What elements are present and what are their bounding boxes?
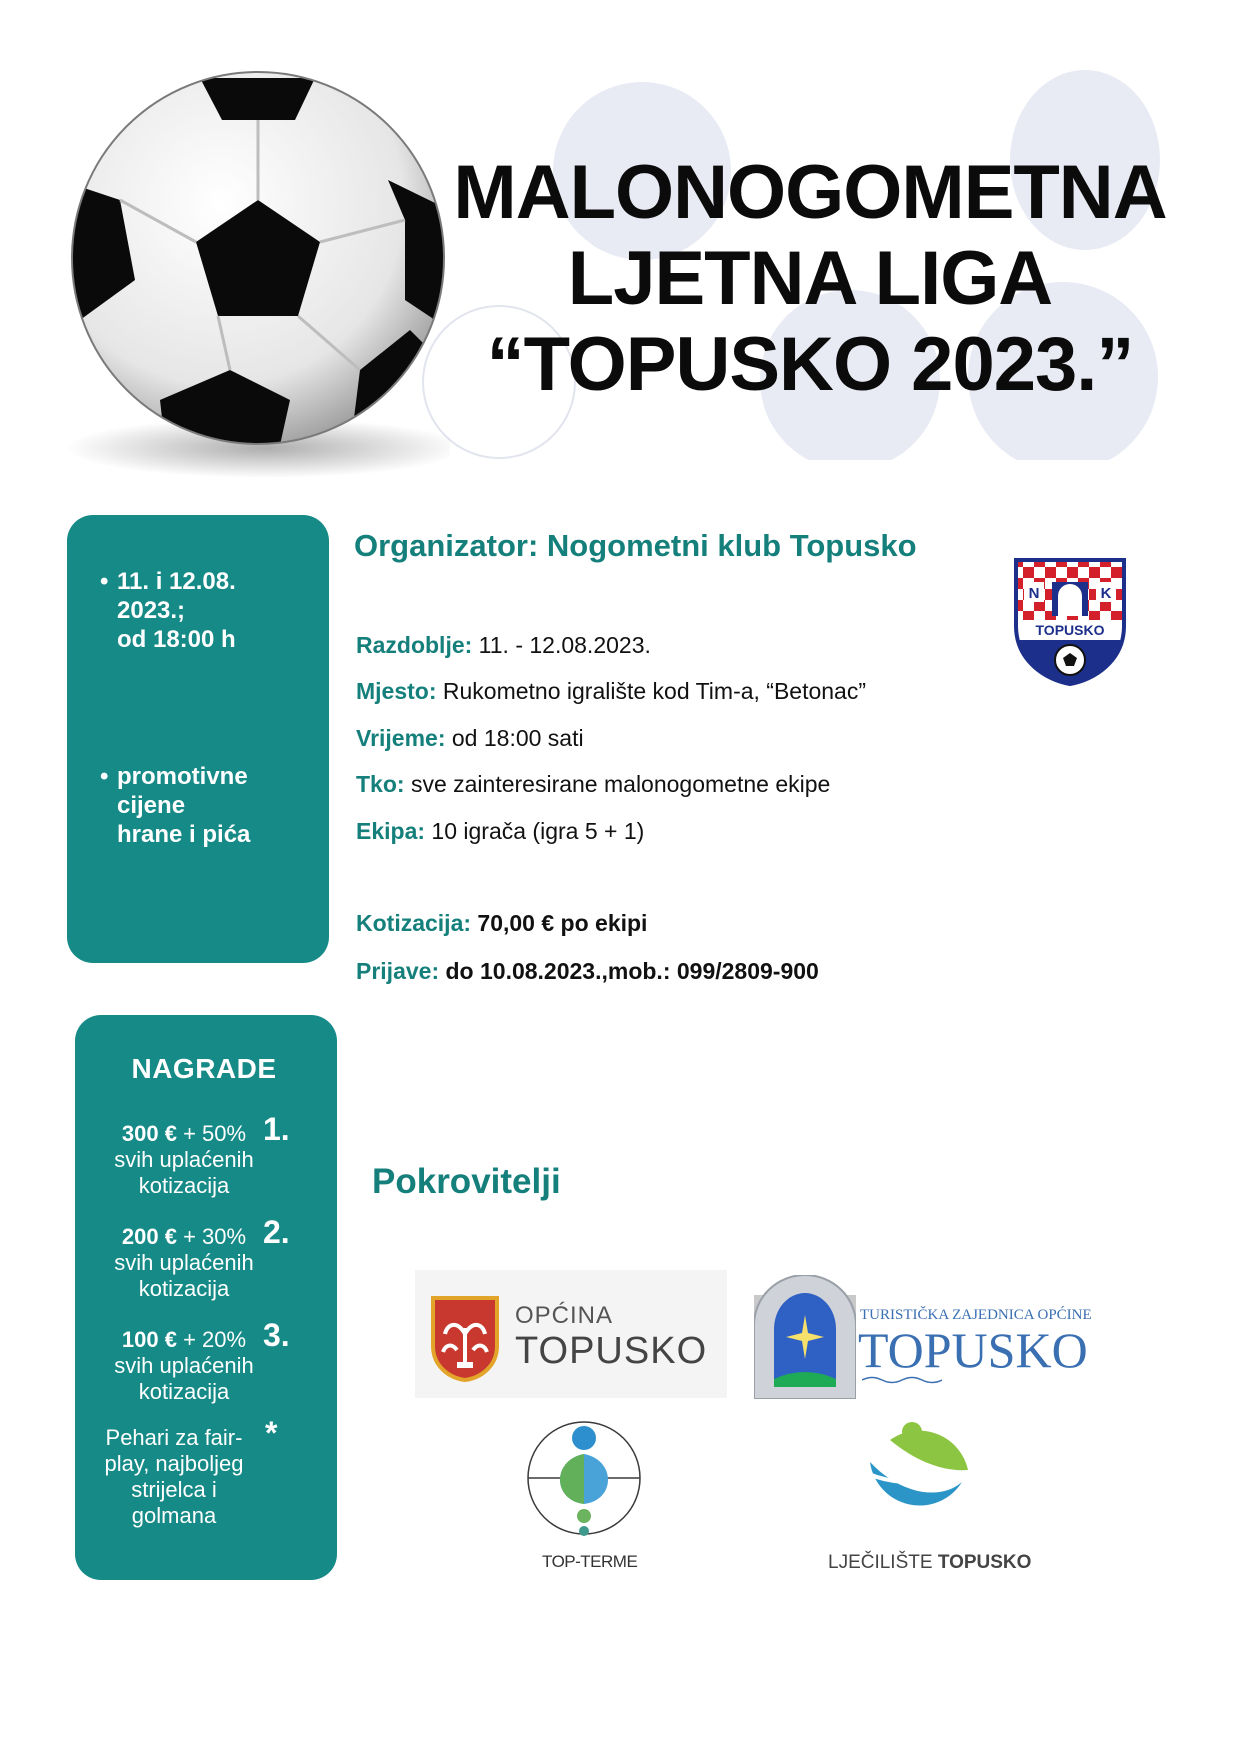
info-bullets — [87, 567, 250, 849]
club-crest-logo — [1012, 556, 1128, 688]
title-line-2: LJETNA LIGA — [567, 236, 1053, 321]
bullet-dates: • 11. i 12.08. 2023.; od 18:00 h — [87, 567, 250, 654]
detail-ekipa: Ekipa: 10 igrača (igra 5 + 1) — [356, 818, 645, 844]
club-crest-name: TOPUSKO — [1035, 622, 1105, 638]
bg-bottom-strip — [395, 460, 1175, 500]
prize-rank-2: 2. — [263, 1214, 290, 1250]
title-line-3: “TOPUSKO 2023.” — [486, 322, 1134, 407]
opcina-coat-of-arms-icon — [429, 1294, 501, 1382]
prize-first: 300 € + 50% svih uplaćenih kotizacija — [114, 1121, 254, 1198]
prize-third: 100 € + 20% svih uplaćenih kotizacija — [114, 1327, 254, 1404]
prize-special: Pehari za fair- play, najboljeg strijelca i golmana — [104, 1425, 244, 1528]
opcina-label-big: TOPUSKO — [515, 1330, 708, 1372]
detail-vrijeme: Vrijeme: od 18:00 sati — [356, 725, 584, 751]
sponsor-ljeciliste-topusko — [820, 1412, 1032, 1577]
info-panel — [67, 515, 329, 963]
prize-rank-special: * — [265, 1415, 278, 1451]
prize-rank-3: 3. — [263, 1317, 290, 1353]
top-terme-logo-icon — [522, 1418, 646, 1542]
tz-gate-icon — [754, 1275, 856, 1399]
detail-mjesto: Mjesto: Rukometno igralište kod Tim-a, “Betonac” — [356, 678, 867, 704]
bullet-promo: • promotivne cijene hrane i pića — [87, 762, 250, 849]
prizes-title: NAGRADE — [131, 1053, 277, 1084]
sponsor-tz-topusko — [752, 1275, 1092, 1400]
club-crest-letter-k: K — [1100, 585, 1112, 602]
opcina-label-small: OPĆINA — [515, 1302, 614, 1329]
detail-tko: Tko: sve zainteresirane malonogometne ekipe — [356, 771, 831, 797]
sponsor-opcina-topusko — [415, 1270, 727, 1398]
prizes-panel — [75, 1015, 337, 1580]
ljeciliste-label-a: LJEČILIŠTE — [828, 1552, 938, 1573]
detail-kotizacija: Kotizacija: 70,00 € po ekipi — [356, 910, 648, 936]
tz-label-big: TOPUSKO — [858, 1322, 1088, 1378]
organizer-heading: Organizator: Nogometni klub Topusko — [354, 528, 917, 563]
ljeciliste-label — [828, 1552, 1031, 1574]
poster-title — [430, 150, 1190, 408]
sponsor-top-terme — [510, 1418, 660, 1578]
detail-prijave: Prijave: do 10.08.2023.,mob.: 099/2809-900 — [356, 958, 819, 984]
sponsors-heading: Pokrovitelji — [372, 1162, 561, 1201]
ljeciliste-logo-icon — [850, 1412, 974, 1536]
title-line-1: MALONOGOMETNA — [453, 150, 1167, 235]
prize-rank-1: 1. — [263, 1111, 290, 1147]
top-terme-label: TOP-TERME — [542, 1552, 638, 1571]
soccer-ball-image — [50, 70, 450, 490]
tz-label-small: TURISTIČKA ZAJEDNICA OPĆINE — [860, 1307, 1092, 1323]
club-crest-letter-n: N — [1028, 585, 1040, 602]
detail-razdoblje: Razdoblje: 11. - 12.08.2023. — [356, 632, 651, 658]
tz-wave-icon — [862, 1375, 942, 1385]
prize-second: 200 € + 30% svih uplaćenih kotizacija — [114, 1224, 254, 1301]
ljeciliste-label-b: TOPUSKO — [937, 1552, 1032, 1573]
